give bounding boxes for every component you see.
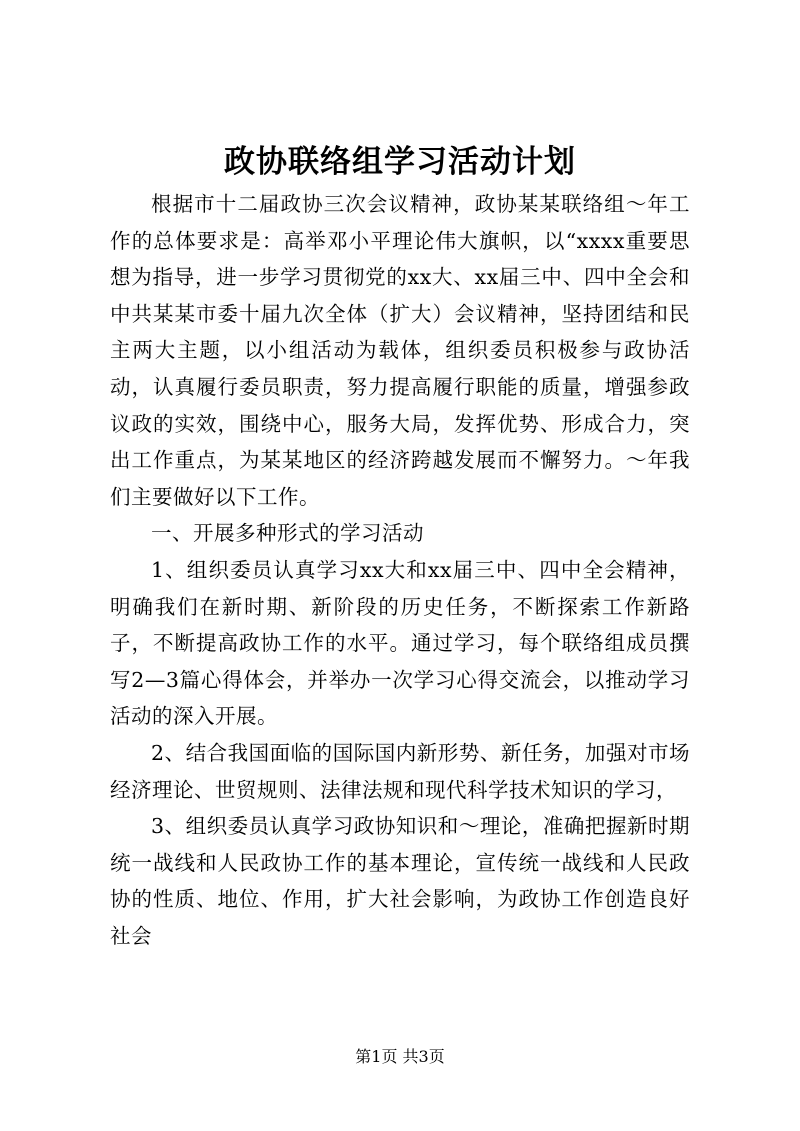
- paragraph-item-3: 3、组织委员认真学习政协知识和～理论，准确把握新时期统一战线和人民政协工作的基本理论，宣传统一战线和人民政协的性质、地位、作用，扩大社会影响，为政协工作创造良好社会: [110, 814, 690, 948]
- document-title: 政协联络组学习活动计划: [224, 144, 576, 180]
- page-number-footer: 第1页 共3页: [355, 1047, 445, 1066]
- paragraph-intro: 根据市十二届政协三次会议精神，政协某某联络组～年工作的总体要求是：高举邓小平理论伟大旗帜，以“xxxx重要思想为指导，进一步学习贯彻党的xx大、xx届三中、四中全会和中共某某市委十届九次全体（扩大）会议精神，坚持团结和民主两大主题，以小组活动为载体，组织委员积极参与政协活动，认真履行委员职责，努力提高履行职能的质量，增强参政议政的实效，围绕中心，服务大局，发挥优势、形成合力，突出工作重点，为某某地区的经济跨越发展而不懈努力。～年我们主要做好以下工作。: [110, 192, 690, 509]
- document-body: [110, 186, 690, 954]
- paragraph-item-2: 2、结合我国面临的国际国内新形势、新任务，加强对市场经济理论、世贸规则、法律法规和现代科学技术知识的学习，: [110, 740, 690, 802]
- section-heading-1: 一、开展多种形式的学习活动: [151, 521, 424, 546]
- paragraph-item-1: 1、组织委员认真学习xx大和xx届三中、四中全会精神，明确我们在新时期、新阶段的历史任务，不断探索工作新路子，不断提高政协工作的水平。通过学习，每个联络组成员撰写2—3篇心得体会，并举办一次学习心得交流会，以推动学习活动的深入开展。: [110, 557, 690, 729]
